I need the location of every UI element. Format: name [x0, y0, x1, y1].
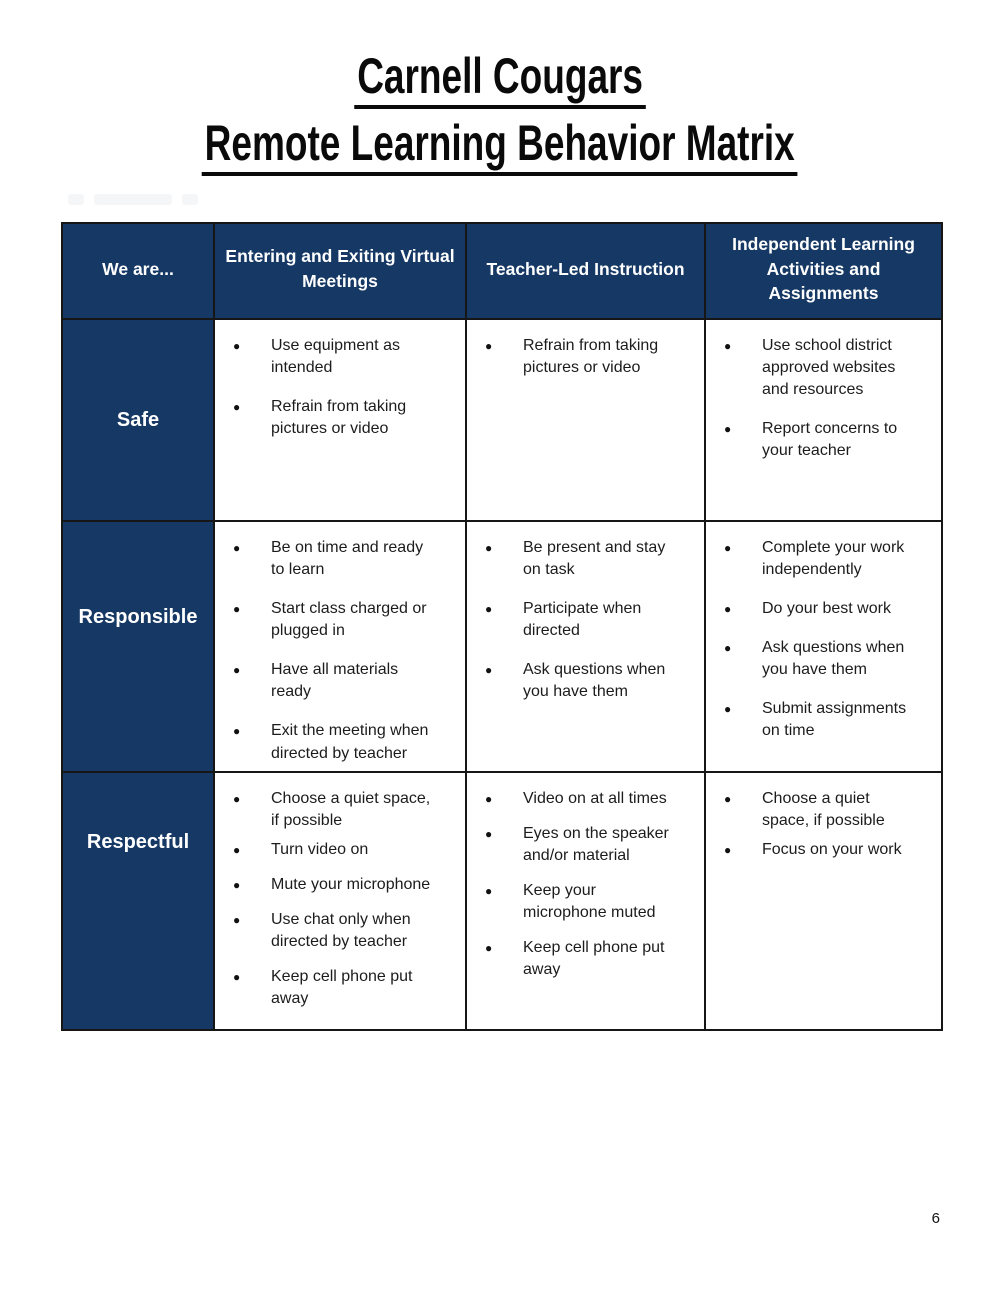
bullet-icon: ● [233, 842, 241, 857]
column-header-3: Independent Learning Activities and Assignments [705, 223, 942, 319]
bullet-icon: ● [233, 791, 241, 806]
bullet-item [229, 909, 439, 953]
bullet-item [229, 659, 439, 703]
bullet-list [720, 335, 913, 462]
bullet-item [720, 788, 913, 832]
bullet-item [481, 537, 680, 581]
faint-artifact [68, 194, 263, 207]
column-header-1: Entering and Exiting Virtual Meetings [214, 223, 466, 319]
bullet-text: Turn video on [271, 840, 369, 858]
matrix-cell [705, 772, 942, 1031]
bullet-item [229, 537, 439, 581]
bullet-item [229, 966, 439, 1010]
bullet-text: Mute your microphone [271, 875, 431, 893]
bullet-list [481, 537, 680, 703]
title-text-2: Remote Learning Behavior Matrix [202, 117, 798, 176]
bullet-text: Refrain from taking pictures or video [271, 398, 407, 438]
bullet-item [481, 880, 680, 924]
bullet-text: Choose a quiet space, if possible [271, 789, 431, 829]
row-label-safe [62, 319, 214, 521]
bullet-icon: ● [485, 791, 493, 806]
bullet-text: Keep cell phone put away [523, 939, 665, 979]
column-header-0: We are... [62, 223, 214, 319]
bullet-icon: ● [233, 912, 241, 927]
bullet-text: Exit the meeting when directed by teacher [271, 722, 429, 762]
row-label-text: Safe [116, 408, 160, 431]
bullet-item [481, 788, 680, 810]
bullet-item [229, 839, 439, 861]
bullet-item [720, 537, 913, 581]
bullet-item [229, 396, 439, 440]
table-row-respectful [62, 772, 942, 1031]
bullet-text: Ask questions when you have them [523, 661, 666, 701]
bullet-icon: ● [233, 339, 241, 353]
bullet-text: Use equipment as intended [271, 337, 400, 377]
title-line-2 [0, 117, 1000, 176]
bullet-icon: ● [233, 400, 241, 415]
bullet-list [481, 788, 680, 982]
bullet-icon: ● [724, 842, 732, 857]
row-label-responsible [62, 521, 214, 772]
bullet-item [481, 659, 680, 703]
bullet-list [229, 335, 439, 440]
bullet-icon: ● [724, 791, 732, 806]
bullet-text: Be on time and ready to learn [271, 539, 424, 579]
bullet-list [229, 788, 439, 1011]
document-title [0, 50, 1000, 184]
bullet-icon: ● [233, 970, 241, 985]
bullet-icon: ● [233, 663, 241, 678]
bullet-icon: ● [233, 724, 241, 739]
bullet-icon: ● [485, 602, 493, 617]
bullet-item [229, 335, 439, 379]
bullet-text: Refrain from taking pictures or video [523, 337, 659, 377]
bullet-text: Start class charged or plugged in [271, 600, 427, 640]
faint-mark [68, 194, 84, 205]
bullet-list [720, 788, 913, 861]
bullet-text: Complete your work independently [762, 539, 905, 579]
bullet-text: Ask questions when you have them [762, 639, 905, 679]
faint-mark [94, 194, 172, 205]
bullet-icon: ● [485, 826, 493, 841]
bullet-item [481, 598, 680, 642]
bullet-list [229, 537, 439, 765]
bullet-item [720, 335, 913, 401]
matrix-cell [705, 319, 942, 521]
bullet-text: Keep cell phone put away [271, 968, 413, 1008]
matrix-cell [705, 521, 942, 772]
bullet-item [720, 839, 913, 861]
page-number: 6 [931, 1210, 940, 1227]
bullet-text: Participate when directed [523, 600, 642, 640]
table-header-row [62, 223, 942, 319]
bullet-text: Have all materials ready [271, 661, 399, 701]
row-label-respectful [62, 772, 214, 1031]
bullet-text: Focus on your work [762, 840, 902, 858]
behavior-matrix-table [61, 222, 943, 1031]
bullet-icon: ● [724, 641, 732, 656]
bullet-item [720, 637, 913, 681]
row-label-text: Responsible [78, 606, 198, 628]
bullet-text: Report concerns to your teacher [762, 420, 898, 460]
matrix-cell [466, 319, 705, 521]
bullet-item [720, 418, 913, 462]
table-row-safe [62, 319, 942, 521]
title-line-1 [0, 50, 1000, 109]
bullet-list [720, 537, 913, 743]
bullet-icon: ● [233, 602, 241, 617]
bullet-item [720, 598, 913, 620]
matrix-cell [214, 319, 466, 521]
bullet-icon: ● [233, 877, 241, 892]
bullet-text: Choose a quiet space, if possible [762, 789, 885, 829]
title-text-1: Carnell Cougars [354, 50, 646, 109]
bullet-icon: ● [724, 422, 732, 437]
bullet-text: Use school district approved websites and resources [762, 337, 896, 399]
bullet-list [481, 335, 680, 379]
bullet-text: Use chat only when directed by teacher [271, 910, 411, 951]
bullet-text: Video on at all times [523, 789, 667, 807]
bullet-item [481, 335, 680, 379]
faint-mark [182, 194, 198, 205]
bullet-icon: ● [485, 883, 493, 898]
bullet-icon: ● [485, 941, 493, 956]
bullet-item [229, 598, 439, 642]
bullet-icon: ● [485, 541, 493, 555]
bullet-icon: ● [485, 663, 493, 678]
row-label-text: Respectful [86, 830, 190, 853]
bullet-icon: ● [724, 339, 732, 353]
bullet-text: Keep your microphone muted [523, 881, 656, 921]
table-row-responsible [62, 521, 942, 772]
bullet-item [229, 788, 439, 832]
bullet-item [720, 698, 913, 742]
matrix-cell [214, 521, 466, 772]
bullet-text: Eyes on the speaker and/or material [523, 824, 669, 864]
matrix-cell [214, 772, 466, 1031]
bullet-item [481, 937, 680, 981]
bullet-icon: ● [485, 339, 493, 353]
bullet-icon: ● [724, 541, 732, 555]
bullet-item [229, 874, 439, 896]
bullet-icon: ● [233, 541, 241, 555]
column-header-2: Teacher-Led Instruction [466, 223, 705, 319]
bullet-text: Submit assignments on time [762, 700, 907, 740]
matrix-cell [466, 772, 705, 1031]
bullet-text: Do your best work [762, 600, 891, 618]
bullet-text: Be present and stay on task [523, 539, 666, 579]
bullet-icon: ● [724, 702, 732, 717]
matrix-cell [466, 521, 705, 772]
bullet-item [229, 720, 439, 764]
bullet-icon: ● [724, 602, 732, 617]
bullet-item [481, 823, 680, 867]
